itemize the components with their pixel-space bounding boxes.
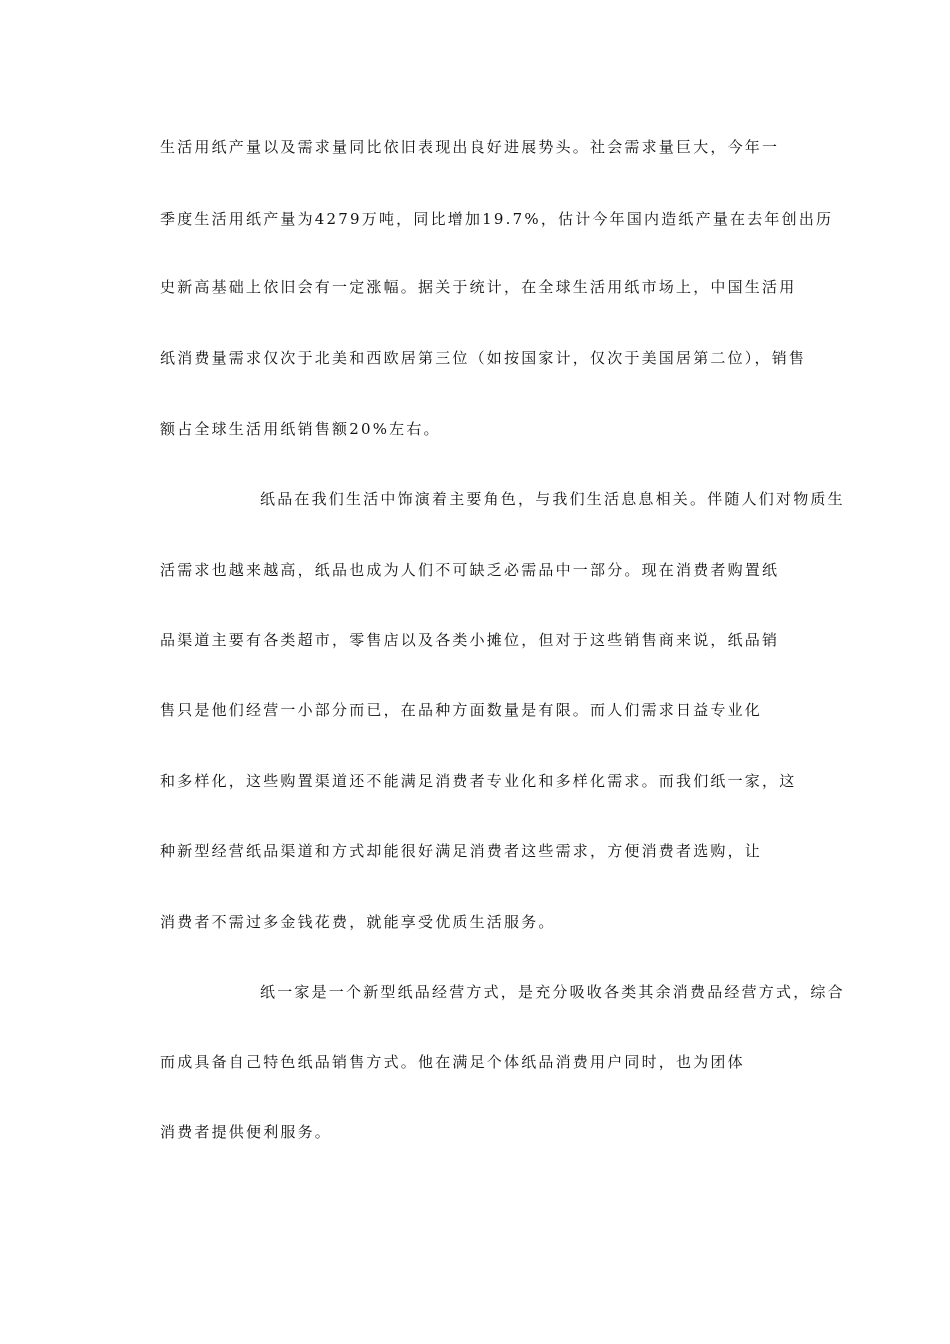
text-line: 而成具备自己特色纸品销售方式。他在满足个体纸品消费用户同时，也为团体: [160, 1053, 745, 1071]
text-line: 售只是他们经营一小部分而已，在品种方面数量是有限。而人们需求日益专业化: [160, 701, 763, 719]
text-line: 活需求也越来越高，纸品也成为人们不可缺乏必需品中一部分。现在消费者购置纸: [160, 561, 780, 579]
text-line: 和多样化，这些购置渠道还不能满足消费者专业化和多样化需求。而我们纸一家，这: [160, 772, 797, 790]
text-line: 生活用纸产量以及需求量同比依旧表现出良好进展势头。社会需求量巨大，今年一: [160, 138, 780, 156]
text-line: 品渠道主要有各类超市，零售店以及各类小摊位，但对于这些销售商来说，纸品销: [160, 631, 780, 649]
text-line: 消费者提供便利服务。: [160, 1123, 333, 1141]
text-line: 消费者不需过多金钱花费，就能享受优质生活服务。: [160, 913, 556, 931]
text-line: 纸品在我们生活中饰演着主要角色，与我们生活息息相关。伴随人们对物质生: [260, 490, 845, 508]
text-line: 史新高基础上依旧会有一定涨幅。据关于统计，在全球生活用纸市场上，中国生活用: [160, 278, 797, 296]
text-line: 纸一家是一个新型纸品经营方式，是充分吸收各类其余消费品经营方式，综合: [260, 983, 845, 1001]
text-line: 种新型经营纸品渠道和方式却能很好满足消费者这些需求，方便消费者选购，让: [160, 842, 763, 860]
text-line: 额占全球生活用纸销售额20%左右。: [160, 420, 441, 438]
text-line: 季度生活用纸产量为4279万吨，同比增加19.7%，估计今年国内造纸产量在去年创出历: [160, 210, 834, 228]
text-line: 纸消费量需求仅次于北美和西欧居第三位（如按国家计，仅次于美国居第二位），销售: [160, 349, 807, 367]
